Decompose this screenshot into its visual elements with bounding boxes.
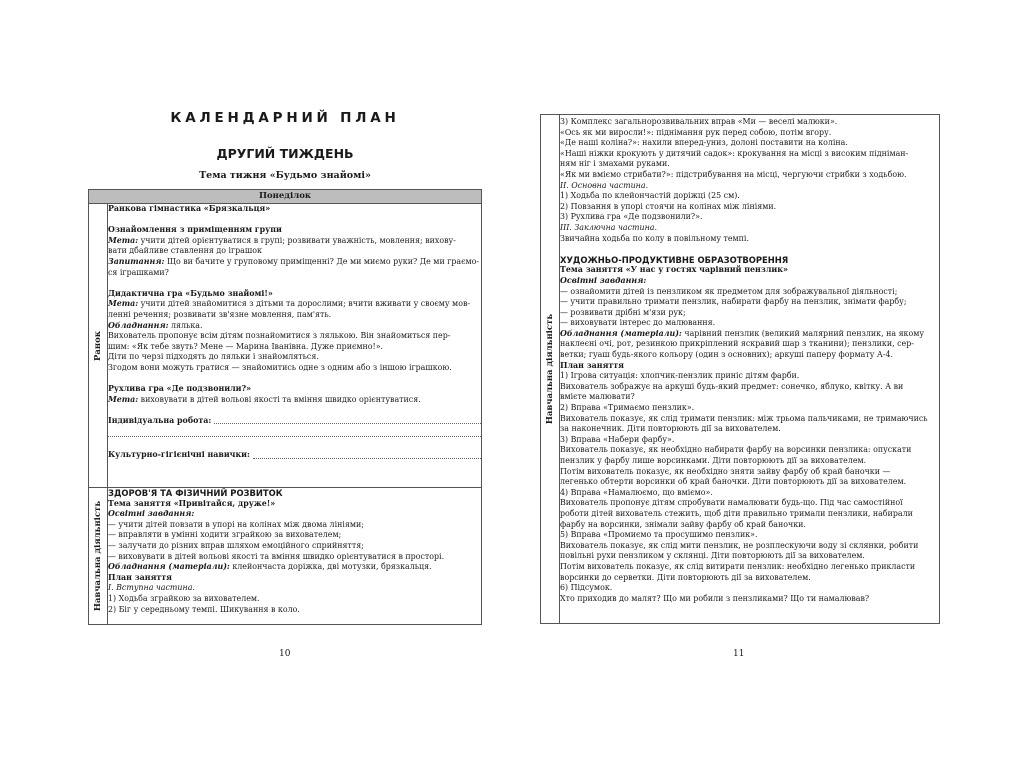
morning-lines — [108, 204, 481, 405]
text-line: наклеєні очі, рот, резинкою прикріплений яскравий шар з тканини); пензлики, сер- — [560, 339, 914, 349]
side-cell-learning — [89, 488, 108, 625]
text-line — [108, 215, 481, 226]
text-line: вати дбайливе ставлення до іграшок — [108, 246, 262, 256]
text-line: Обладнання (матеріали): клейончаста доріжка, дві мотузки, брязкальця. — [108, 562, 432, 572]
text-line: Діти по черзі підходять до ляльки і знайомляться. — [108, 352, 319, 362]
week-title: ДРУГИЙ ТИЖДЕНЬ — [216, 146, 354, 161]
text-line: Вихователь пропонує всім дітям познайомитися з лялькою. Він знайомиться пер- — [108, 331, 451, 341]
text-line: — розвивати дрібні м'язи рук; — [560, 307, 686, 317]
text-line: Вихователь показує, як слід тримати пензлик: між трьома пальчиками, не тримаючись — [560, 413, 928, 423]
text-line: Тема заняття «Привітайся, друже!» — [108, 498, 276, 508]
text-line: Вихователь пропонує дітям спробувати намалювати будь-що. Під час самостійної — [560, 498, 903, 508]
side-label-learning-right: Навчальна діяльність — [545, 313, 555, 425]
text-line: 2) Біг у середньому темпі. Шикування в коло. — [108, 604, 300, 614]
text-line: ленні речення; розвивати зв'язне мовлення, пам'ять. — [108, 309, 332, 319]
individual-work-label: Індивідуальна робота: — [108, 415, 212, 425]
text-line — [108, 278, 481, 289]
text-line: «Де наші коліна?»: нахили вперед-униз, долоні поставити на коліна. — [560, 138, 848, 148]
text-line: ЗДОРОВ'Я ТА ФІЗИЧНИЙ РОЗВИТОК — [108, 488, 283, 498]
text-line: 5) Вправа «Промиємо та просушимо пензлик». — [560, 530, 758, 540]
text-line: Ознайомлення з приміщенням групи — [108, 225, 282, 235]
side-label-morning: Ранок — [93, 330, 103, 361]
text-line: 3) Комплекс загальнорозвивальних вправ «Ми — веселі малюки». — [560, 117, 838, 126]
text-line: повільні рухи пензликом у склянці. Діти повторюють дії за вихователем. — [560, 551, 865, 561]
text-line: — учити правильно тримати пензлик, набирати фарбу на пензлик, знімати фарбу; — [560, 297, 907, 307]
side-cell-morning — [89, 204, 108, 488]
right-lines — [560, 117, 939, 604]
learning-cell — [108, 488, 482, 625]
text-line: План заняття — [560, 360, 625, 370]
text-line: 3) Вправа «Набери фарбу». — [560, 434, 675, 444]
left-plan-table — [88, 189, 482, 625]
text-line: ся іграшками? — [108, 267, 169, 277]
page-title: КАЛЕНДАРНИЙ ПЛАН — [170, 110, 400, 126]
text-line: Потім вихователь показує, як слід витирати пензлик: необхідно легенько прикласти — [560, 561, 916, 571]
text-line: Звичайна ходьба по колу в повільному темпі. — [560, 233, 749, 243]
text-line: Обладнання: лялька. — [108, 320, 203, 330]
text-line: 2) Вправа «Тримаємо пензлик». — [560, 403, 695, 413]
text-line: ХУДОЖНЬО-ПРОДУКТИВНЕ ОБРАЗОТВОРЕННЯ — [560, 254, 789, 265]
text-line: «Наші ніжки крокують у дитячий садок»: крокування на місці з високим підніман- — [560, 148, 909, 158]
text-line — [108, 374, 481, 385]
text-line: «Як ми вміємо стрибати?»: підстрибування на місці, чергуючи стрибки з ходьбою. — [560, 169, 907, 179]
text-line: Потім вихователь показує, як необхідно зняти зайву фарбу об край баночки — — [560, 466, 891, 476]
text-line: Освітні завдання: — [108, 509, 195, 519]
text-line: фарбу на ворсинки, знімали зайву фарбу об край баночки. — [560, 519, 806, 529]
individual-work-line — [108, 426, 481, 437]
text-line: Запитання: Що ви бачите у груповому приміщенні? Де ми миємо руки? Де ми граємо- — [108, 256, 480, 266]
text-line: Освітні завдання: — [560, 275, 647, 285]
text-line: Хто приходив до малят? Що ми робили з пензликами? Що ти намалював? — [560, 593, 870, 603]
text-line: — виховувати в дітей вольові якості та вміння швидко орієнтуватися в просторі. — [108, 551, 445, 561]
text-line: 3) Рухлива гра «Де подзвонили?». — [560, 212, 703, 222]
page-number-right: 11 — [733, 649, 745, 659]
text-line: пензлик у фарбу лише ворсинками. Діти повторюють дії за вихователем. — [560, 456, 867, 465]
individual-work-row — [108, 416, 481, 427]
week-topic: Тема тижня «Будьмо знайомі» — [199, 170, 371, 181]
text-line: 6) Підсумок. — [560, 583, 613, 593]
text-line: Вихователь показує, як слід мити пензлик, не розплескуючи воду зі склянки, робити — [560, 540, 919, 550]
text-line: I. Вступна частина. — [108, 583, 195, 593]
text-line — [560, 244, 939, 255]
morning-cell — [108, 204, 482, 488]
text-line: легенько обтерти ворсинки об край баночки. Діти повторюють дії за вихователем. — [560, 477, 907, 487]
text-line: шим: «Як тебе звуть? Мене — Марина Іванівна. Дуже приємно!». — [108, 341, 384, 351]
text-line: Згодом вони можуть гратися — знайомитись одне з одним або з іншою іграшкою. — [108, 362, 452, 372]
day-header: Понеділок — [89, 190, 482, 204]
text-line: ветки; гуаш будь-якого кольору (один з основних); аркуші паперу формату А-4. — [560, 350, 894, 360]
text-line: — вправляти в умінні ходити зграйкою за вихователем; — [108, 530, 342, 540]
text-line: 1) Ходьба зграйкою за вихователем. — [108, 593, 260, 603]
text-line: Ранкова гімнастика «Брязкальця» — [108, 204, 271, 213]
text-line: Мета: виховувати в дітей вольові якості та вміння швидко орієнтуватися. — [108, 394, 421, 404]
text-line: 2) Повзання в упорі стоячи на колінах між лініями. — [560, 201, 777, 211]
text-line: II. Основна частина. — [560, 180, 649, 190]
text-line: — залучати до різних вправ шляхом емоційного сприйняття; — [108, 540, 364, 550]
learning-lines — [108, 488, 481, 615]
text-line: ворсинки до серветки. Діти повторюють дії за вихователем. — [560, 572, 811, 582]
hygiene-label: Культурно-гігієнічні навички: — [108, 450, 250, 460]
right-plan-table — [540, 114, 940, 624]
text-line: Мета: учити дітей знайомитися з дітьми та дорослими; вчити вживати у своєму мов- — [108, 299, 471, 309]
right-content-cell — [560, 115, 940, 624]
text-line: 1) Ходьба по клейончастій доріжці (25 см). — [560, 191, 740, 201]
text-line: за наконечник. Діти повторюють дії за вихователем. — [560, 424, 781, 434]
text-line: План заняття — [108, 572, 173, 582]
text-line: 1) Ігрова ситуація: хлопчик-пензлик приніс дітям фарби. — [560, 371, 800, 381]
side-label-learning: Навчальна діяльність — [93, 500, 103, 612]
text-line: ням ніг і змахами руками. — [560, 159, 670, 169]
text-line: Вихователь показує, як необхідно набирати фарбу на ворсинки пензлика: опускати — [560, 445, 912, 455]
side-cell-learning-right — [541, 115, 560, 624]
text-line: Тема заняття «У нас у гостях чарівний пензлик» — [560, 265, 788, 275]
text-line: — виховувати інтерес до малювання. — [560, 318, 716, 328]
text-line: — ознайомити дітей із пензликом як предметом для зображувальної діяльності; — [560, 286, 898, 296]
text-line: Вихователь зображує на аркуші будь-який предмет: сонечко, яблуко, квітку. А ви — [560, 381, 904, 391]
text-line: III. Заключна частина. — [560, 222, 657, 232]
text-line: роботи дітей вихователь стежить, щоб діти правильно тримали пензлики, набирали — [560, 508, 913, 518]
text-line: Рухлива гра «Де подзвонили?» — [108, 384, 252, 394]
text-line: 4) Вправа «Намалюємо, що вміємо». — [560, 487, 713, 497]
text-line: Мета: учити дітей орієнтуватися в групі; розвивати уважність, мовлення; вихову- — [108, 235, 456, 245]
hygiene-row — [108, 450, 481, 461]
text-line: — учити дітей повзати в упорі на колінах між двома лініями; — [108, 519, 364, 529]
page-number-left: 10 — [279, 649, 291, 659]
text-line: «Ось як ми виросли!»: піднімання рук перед собою, потім вгору. — [560, 127, 832, 137]
text-line: Обладнання (матеріали): чарівний пензлик (великий малярний пензлик, на якому — [560, 328, 925, 338]
text-line: Дидактична гра «Будьмо знайомі!» — [108, 288, 273, 298]
text-line: вмієте малювати? — [560, 392, 635, 402]
